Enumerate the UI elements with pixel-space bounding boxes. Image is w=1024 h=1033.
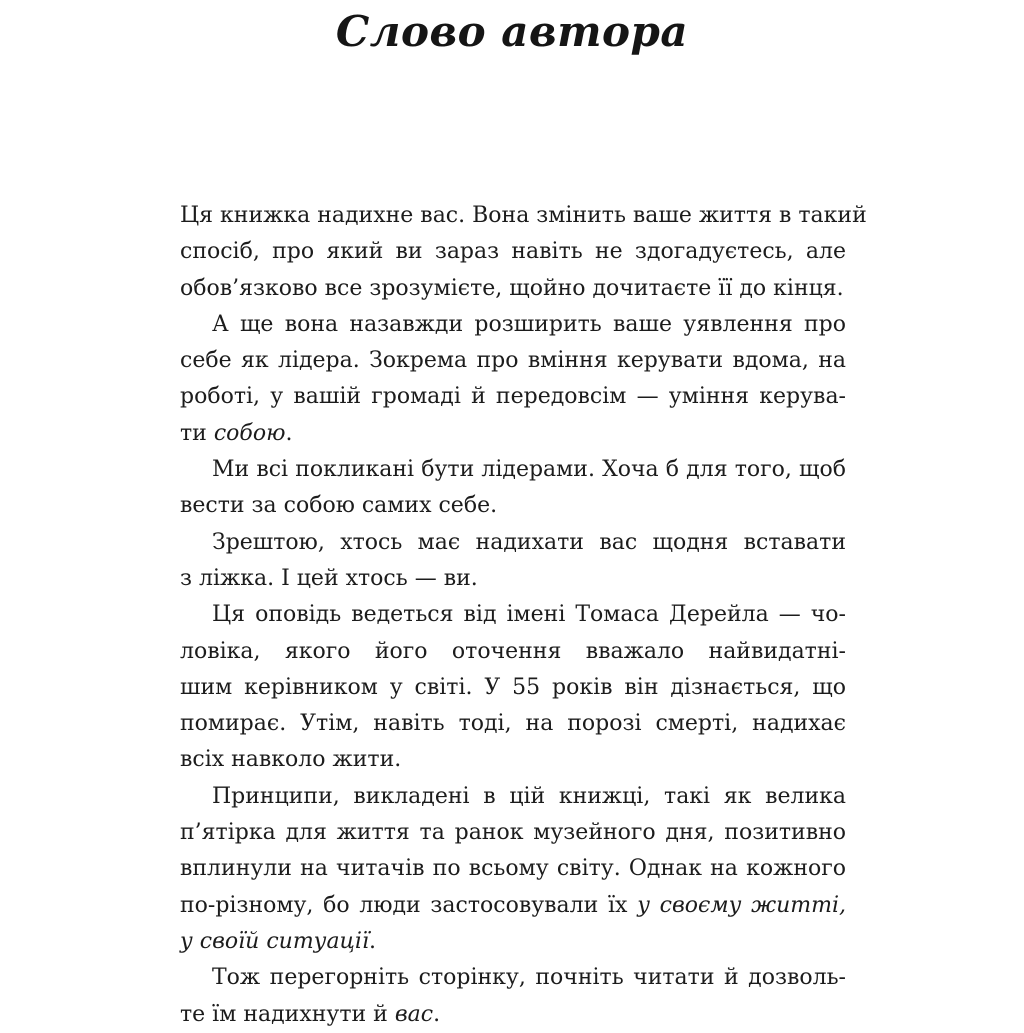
text-line: Зрештою, хтось має надихати вас щодня вставати [212,529,846,555]
paragraph-4 [180,525,846,598]
text-line: Ми всі покликані бути лідерами. Хоча б для того, щоб [212,457,846,483]
text-line: Тож перегорніть сторінку, почніть читати й дозволь- [212,965,846,991]
text-line: Ця оповідь ведеться від імені Томаса Дерейла — чо- [212,602,846,628]
text-fragment: . [368,928,376,954]
text-fragment: ти [180,420,214,446]
text-line: вести за собою самих себе. [180,493,498,519]
paragraph-6 [180,779,846,960]
text-line: обов’язково все зрозумієте, щойно дочитаєте її до кінця. [180,275,844,301]
text-line: А ще вона назавжди розширить ваше уявлення про [212,311,846,337]
text-line: спосіб, про який ви зараз навіть не здогадуєтесь, але [180,239,846,265]
emphasis-text: у своїй ситуації [180,928,369,954]
text-line [180,997,846,1033]
text-line: себе як лідера. Зокрема про вміння керувати вдома, на [180,348,846,374]
emphasis-text: вас [394,1001,434,1027]
text-line: Принципи, викладені в цій книжці, такі як велика [212,783,846,809]
text-line [180,924,846,960]
body-text [180,198,867,1033]
page-title: Слово автора [335,7,689,56]
text-line [180,416,846,452]
text-line: помирає. Утім, навіть тоді, на порозі смерті, надихає [180,711,846,737]
text-fragment: те їм надихнути й [180,1001,395,1027]
paragraph-2 [180,307,846,452]
text-fragment: по-різному, бо люди застосовували їх [180,892,638,918]
text-line: Ця книжка надихне вас. Вона змінить ваше життя в такий [180,203,867,228]
paragraph-7 [180,960,846,1033]
emphasis-text: у своєму житті, [637,892,847,918]
paragraph-3 [180,452,846,525]
paragraph-5 [180,597,846,778]
emphasis-text: собою [213,420,286,446]
text-line: п’ятірка для життя та ранок музейного дня, позитивно [180,820,846,846]
text-line: роботі, у вашій громаді й передовсім — уміння керува- [180,384,846,410]
text-line: шим керівником у світі. У 55 років він дізнається, що [180,674,846,700]
text-line: з ліжка. І цей хтось — ви. [180,565,478,591]
paragraph-1 [180,198,867,307]
text-line: ловіка, якого його оточення вважало найвидатні- [180,638,846,664]
text-fragment: . [285,420,293,446]
text-fragment: . [433,1001,441,1027]
text-line: вплинули на читачів по всьому світу. Однак на кожного [180,856,846,882]
text-line: всіх навколо жити. [180,747,402,773]
text-line [180,888,846,924]
